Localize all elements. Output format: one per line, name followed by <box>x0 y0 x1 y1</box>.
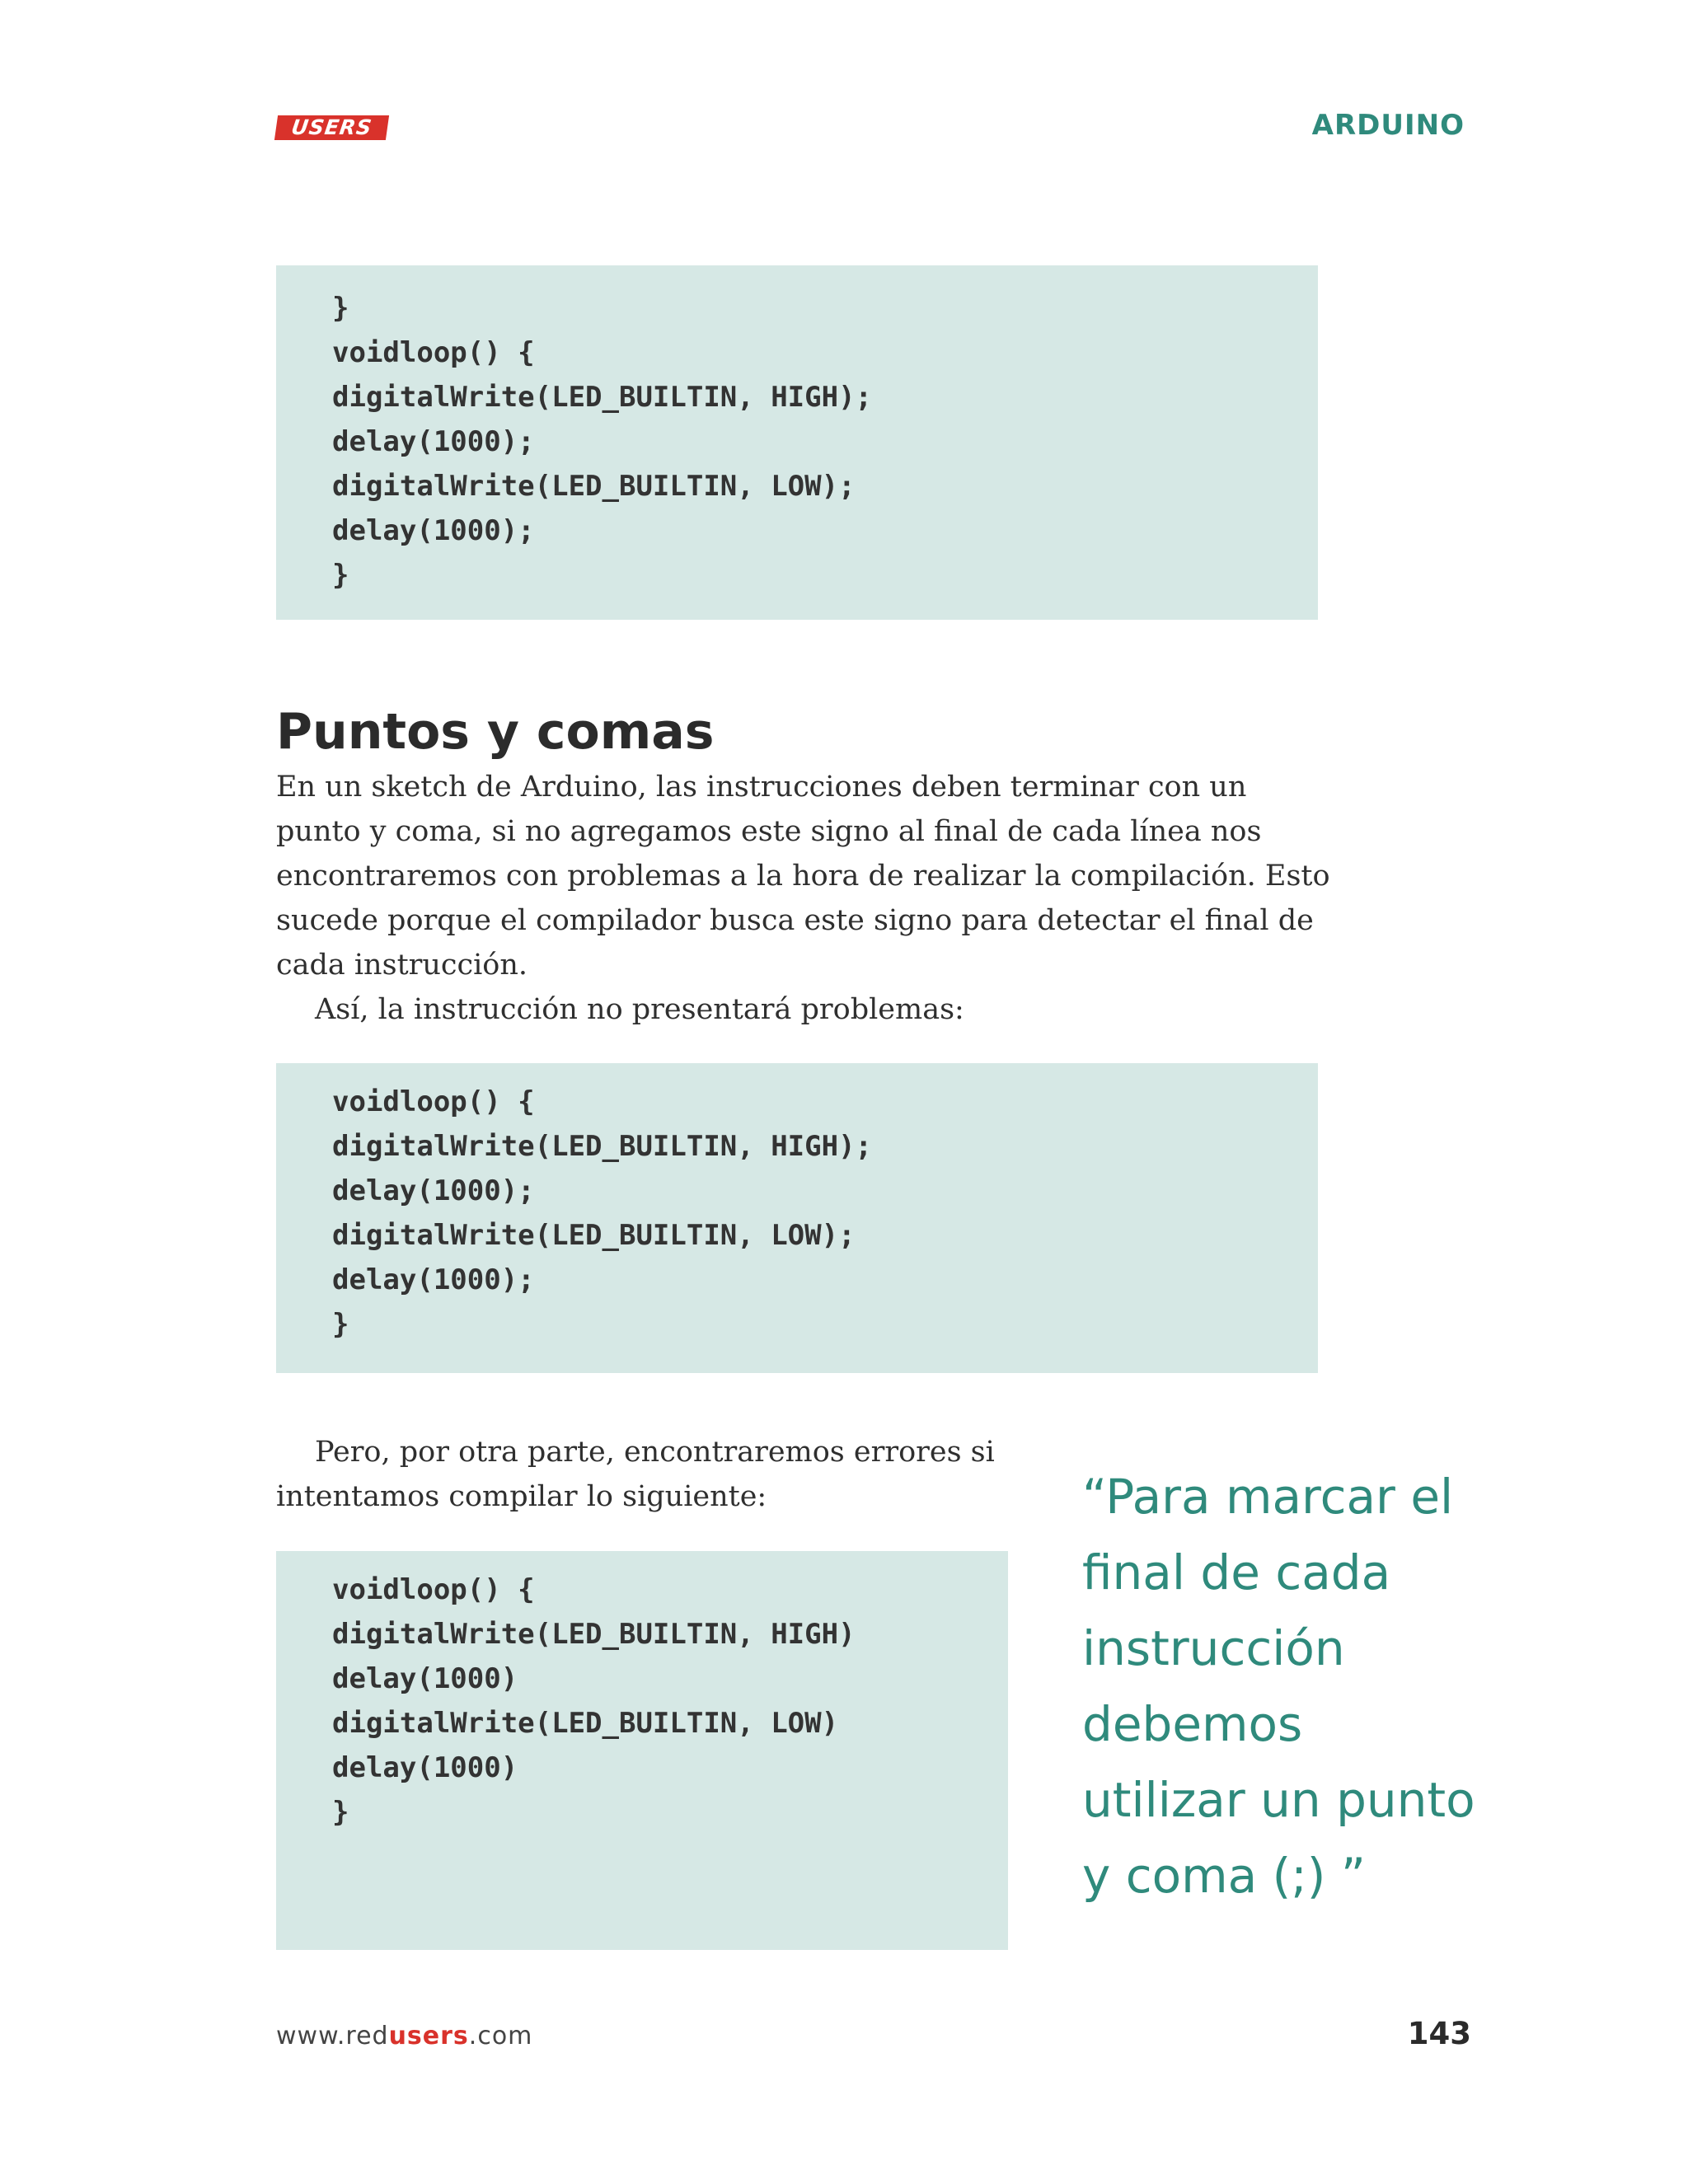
body-paragraph: En un sketch de Arduino, las instrucciones deben terminar con un punto y coma, si no agregamos este signo al final de cada línea nos encontraremos con problemas a la hora de realizar la compilación. Esto sucede porque el compilador busca este signo para detectar el final de cada instrucción. <box>276 771 1330 982</box>
section-heading: Puntos y comas <box>276 703 715 761</box>
code-line: delay(1000); <box>332 1174 535 1207</box>
code-line: digitalWrite(LED_BUILTIN, LOW); <box>332 470 856 503</box>
page-number: 143 <box>1407 2016 1471 2051</box>
code-block-1 <box>276 265 1318 620</box>
code-line: delay(1000); <box>332 1263 535 1296</box>
code-line: voidloop() { <box>332 1085 535 1118</box>
footer-url-suffix: .com <box>468 2022 533 2050</box>
code-line: delay(1000); <box>332 425 535 458</box>
code-line: digitalWrite(LED_BUILTIN, LOW); <box>332 1219 856 1252</box>
code-line: voidloop() { <box>332 1573 535 1606</box>
section-title: ARDUINO <box>1311 109 1465 142</box>
code-line: delay(1000); <box>332 514 535 547</box>
code-line: voidloop() { <box>332 336 535 369</box>
code-line: delay(1000) <box>332 1751 518 1784</box>
code-line: } <box>332 1308 349 1341</box>
body-paragraph: Pero, por otra parte, encontraremos errores si intentamos compilar lo siguiente: <box>276 1436 995 1513</box>
code-line: } <box>332 1796 349 1829</box>
footer-url-prefix: www.red <box>276 2022 389 2050</box>
body-paragraph: Así, la instrucción no presentará problemas: <box>315 993 964 1026</box>
users-logo: USERS <box>274 115 389 140</box>
code-block-2 <box>276 1063 1318 1373</box>
code-line: } <box>332 559 349 592</box>
code-line: digitalWrite(LED_BUILTIN, HIGH); <box>332 1130 873 1163</box>
code-line: digitalWrite(LED_BUILTIN, LOW) <box>332 1707 839 1740</box>
code-line: digitalWrite(LED_BUILTIN, HIGH) <box>332 1618 856 1651</box>
pull-quote: “Para marcar el final de cada instrucción debemos utilizar un punto y coma (;) ” <box>1082 1469 1475 1904</box>
code-line: delay(1000) <box>332 1662 518 1695</box>
code-line: digitalWrite(LED_BUILTIN, HIGH); <box>332 381 873 414</box>
code-block-3 <box>276 1551 1008 1950</box>
footer-url <box>276 2022 532 2050</box>
footer-url-accent: users <box>388 2022 469 2050</box>
code-line: } <box>332 292 349 325</box>
